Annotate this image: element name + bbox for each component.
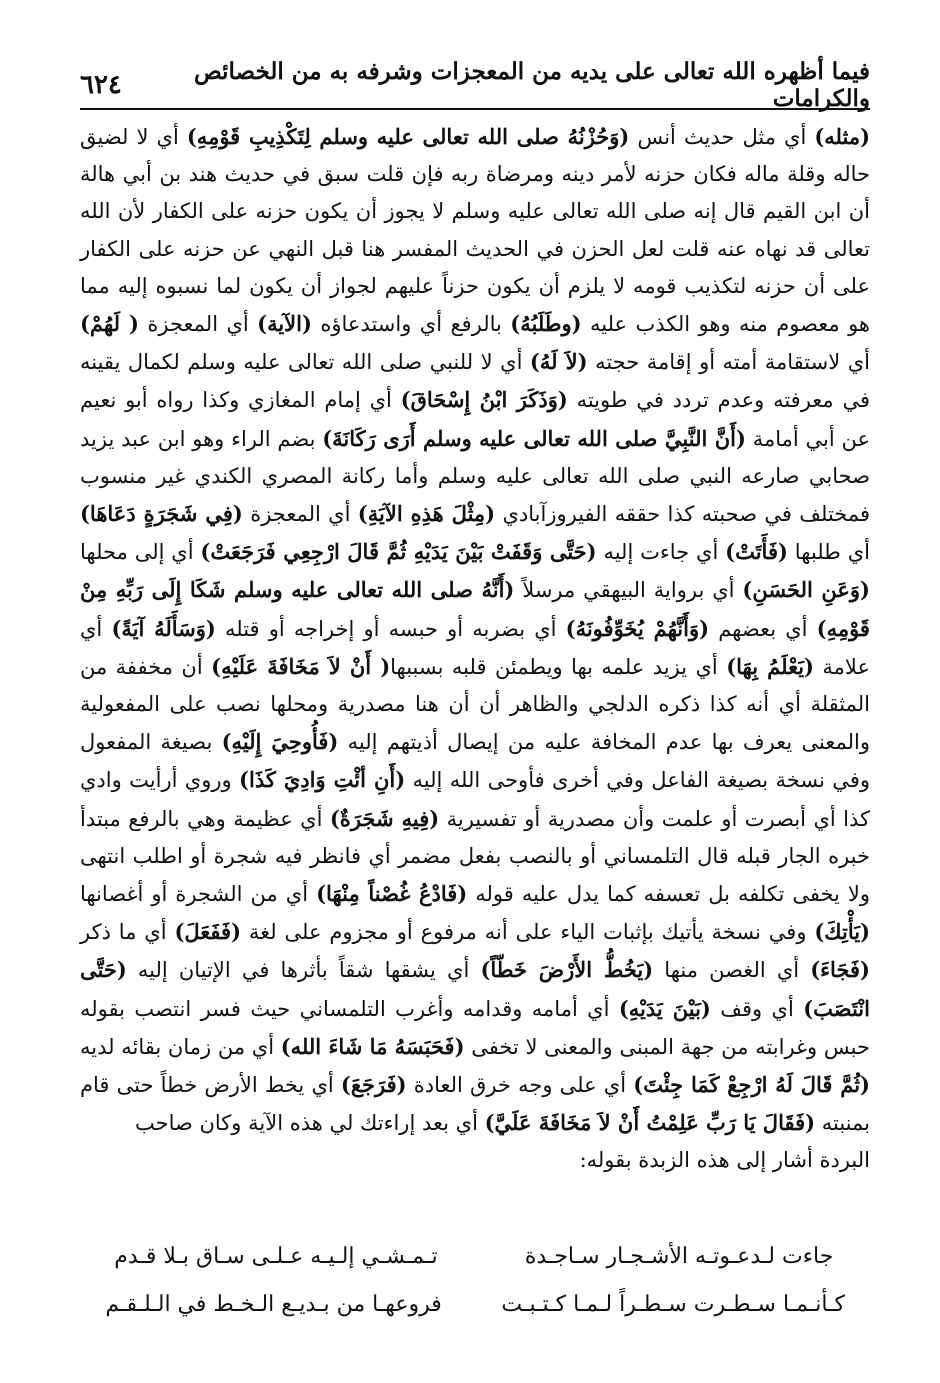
quoted-phrase: (الآية)	[257, 311, 312, 337]
quoted-phrase: (يَخُطُّ الأَرْضَ خَطّاً)	[480, 957, 654, 983]
commentary-text: بضم الراء وهو ابن عبد يزيد صحابي صارعه النبي صلى الله تعالى عليه وسلم وأما ركانة المصري الكندي غير منسوب فمختلف في صحبته كذا حققه الفيروزآبادي	[80, 426, 871, 527]
quoted-phrase: (فَأَتَتْ)	[725, 539, 788, 565]
commentary-text: أي مثل حديث أنس	[629, 125, 815, 149]
commentary-text: أي يخط الأرض خطاً حتى قام بمنبته	[80, 1073, 870, 1136]
quoted-phrase: (وَذَكَرَ ابْنُ إِسْحَاقَ)	[400, 387, 568, 413]
commentary-text: أن مخففة من المثقلة أي أنه كذا ذكره الدلجي والظاهر أن أن هنا مصدرية ومحلها نصب على المفعولية والمعنى يعرف بها عدم المخافة عليه من إيصال أذيتهم إليه	[80, 654, 870, 755]
poem-intro-line: البردة أشار إلى هذه الزبدة بقوله:	[579, 1148, 870, 1173]
quoted-phrase: (وَعَنِ الحَسَنِ)	[742, 577, 870, 603]
commentary-text: أي جاءت إليه	[596, 540, 726, 565]
commentary-text: أي برواية البيهقي مرسلاً	[514, 578, 743, 603]
commentary-text: أي يزيد علمه بها ويطمئن قلبه بسببها	[390, 654, 727, 679]
quoted-phrase: (وَحُزْنُهُ صلى الله تعالى عليه وسلم لِتَكْذِيبِ قَوْمِهِ)	[186, 124, 630, 149]
poem-verse	[80, 1280, 870, 1328]
commentary-text: أي ما ذكر	[80, 920, 175, 945]
quoted-phrase: (ثُمَّ قَالَ لَهُ ارْجِعْ كَمَا جِئْتَ)	[633, 1072, 870, 1098]
commentary-text: أي بعضهم	[709, 616, 817, 641]
quoted-phrase: (فَجَاءَ)	[810, 957, 870, 983]
quoted-phrase: (وطَلَبُهُ)	[510, 311, 582, 337]
commentary-text: أي من الشجرة أو أغصانها	[80, 882, 317, 907]
quoted-phrase: (فَفَعَلَ)	[174, 919, 242, 945]
commentary-text: أي من زمان بقائه لديه	[80, 1034, 281, 1059]
quoted-phrase: (وَأَنَّهُمْ يُخَوِّفُونَهُ)	[565, 615, 710, 641]
quoted-phrase: (وَسَأَلَهُ آيَةً)	[111, 615, 216, 641]
commentary-text: أي وقف	[710, 996, 804, 1021]
main-text	[80, 118, 870, 1180]
quoted-phrase: (فِي شَجَرَةٍ دَعَاهَا)	[80, 501, 243, 527]
poem-hemistich-first: جاءت لـدعـوتـه الأشـجـار سـاجـدة	[524, 1243, 834, 1269]
commentary-text: بصيغة المفعول وفي نسخة بصيغة الفاعل وفي أخرى فأوحى الله إليه	[80, 730, 870, 793]
main-paragraph	[80, 118, 870, 1142]
commentary-text: أي لا لضيق حاله وقلة ماله فكان حزنه لأمر دينه ومرضاة ربه فإن قلت سبق في حديث هند بن أبي هالة أن ابن القيم قال إنه صلى الله تعالى عليه وسلم لا يجوز أن يكون حزنه على الكفار لأن الله تعالى قد نهاه عنه قلت لعل الحزن في الحديث المفسر هنا قبل النهي عن حزنه على الكفار على أن حزنه لتكذيب قومه لا يلزم أن يكون حزناً عليهم لجواز أن يكون لما نسبوه إليه مما هو معصوم منه وهو الكذب عليه	[80, 125, 871, 337]
commentary-text: أي طلبها	[787, 540, 871, 565]
commentary-text: أي على وجه خرق العادة	[406, 1073, 634, 1098]
quoted-phrase: (فَادْعُ غُصْناً مِنْهَا)	[316, 881, 468, 907]
quoted-phrase: (فَرَجَعَ)	[340, 1072, 407, 1098]
quoted-phrase: ( أَنْ لاَ مَخَافَةَ عَلَيْهِ)	[211, 653, 391, 679]
commentary-text: أي إمام المغازي وكذا رواه أبو نعيم عن أبي أمامة	[80, 388, 871, 451]
commentary-text: أي يشقها شقاً بأثرها في الإتيان إليه	[126, 958, 481, 983]
quoted-phrase: (مِثْلَ هَذِهِ الآيَةِ)	[357, 501, 496, 527]
page-number: ٦٢٤	[80, 70, 122, 100]
commentary-text: وروي أرأيت وادي كذا أي أبصرت أو علمت وأن مصدرية أو تفسيرية	[80, 768, 871, 831]
commentary-text: أي المعجزة	[138, 312, 258, 337]
quoted-phrase: (بَيْنَ يَدَيْهِ)	[618, 995, 711, 1021]
page-header	[80, 58, 870, 112]
commentary-text: أي بضربه أو حبسه أو إخراجه أو قتله	[215, 616, 566, 641]
quoted-phrase: (لاَ لَهُ)	[529, 349, 588, 375]
poem	[80, 1232, 870, 1328]
commentary-text: أي لا للنبي صلى الله تعالى عليه وسلم لكمال يقينه في معرفته وعدم تردد في طويته	[80, 350, 870, 413]
quoted-phrase: (فَأُوحِيَ إِلَيْهِ)	[221, 729, 339, 755]
poem-verse	[80, 1232, 870, 1280]
quoted-phrase: (حَتَّى وَقَفَتْ بَيْنَ يَدَيْهِ ثُمَّ قَالَ ارْجِعِي فَرَجَعَتْ)	[200, 539, 597, 565]
commentary-text: أي عظيمة وهي بالرفع مبتدأ خبره الجار قبله قال التلمساني أو بالنصب بفعل مضمر أي فانظر فيه شجرة أو اطلب انتهى ولا يخفى تكلفه بل تعسفه كما يدل عليه قوله	[80, 806, 871, 907]
quoted-phrase: (يَعْلَمُ بِهَا)	[726, 653, 814, 679]
commentary-text: أي بعد إراءتك لي هذه الآية وكان صاحب	[134, 1111, 485, 1136]
poem-hemistich-second: تـمـشـي إلـيـه عـلـى سـاق بـلا قـدم	[114, 1243, 438, 1269]
quoted-phrase: (أَنَّ النَّبِيَّ صلى الله تعالى عليه وسلم أَرَى رَكَانَةَ)	[322, 425, 746, 451]
quoted-phrase: (يَأْتِكَ)	[814, 919, 871, 945]
commentary-text: أي الغصن منها	[653, 958, 811, 983]
commentary-text: أي إلى محلها	[80, 540, 201, 565]
quoted-phrase: ( لَهُمْ)	[80, 311, 139, 337]
running-title: فيما أظهره الله تعالى على يديه من المعجزات وشرفه به من الخصائص والكرامات	[193, 58, 870, 112]
commentary-text: أي لاستقامة أمته أو إقامة حجته	[587, 350, 870, 375]
commentary-text: أي أمامه وقدامه وأغرب التلمساني حيث فسر انتصب بقوله حبس وغرابته من جهة المبنى والمعنى لا تخفى	[80, 996, 870, 1059]
commentary-text: أي علامة	[80, 616, 870, 679]
quoted-phrase: (أَنِ أئْتِ وَادِيَ كَذَا)	[239, 767, 406, 793]
commentary-text: وفي نسخة يأتيك بإثبات الياء على أنه مرفوع أو مجزوم على لغة	[241, 920, 815, 945]
poem-hemistich-first: كـأنـمـا سـطـرت سـطـراً لـمـا كـتـبـت	[501, 1291, 845, 1317]
quoted-phrase: (فَقَالَ يَا رَبِّ عَلِمْتُ أَنْ لاَ مَخَافَةَ عَلَيَّ)	[484, 1110, 816, 1136]
quoted-phrase: (مثله)	[814, 124, 871, 149]
quoted-phrase: (فِيهِ شَجَرَةٌ)	[329, 805, 440, 831]
commentary-text: بالرفع أي واستدعاؤه	[311, 312, 511, 337]
quoted-phrase: (أَنَّهُ صلى الله تعالى عليه وسلم شَكَا إِلَى رَبِّهِ مِنْ قَوْمِهِ)	[80, 577, 870, 641]
poem-hemistich-second: فروعهـا من بـديـع الـخـط في الـلـقـم	[105, 1291, 442, 1317]
quoted-phrase: (فَحَبَسَهُ مَا شَاءَ الله)	[280, 1033, 465, 1059]
quoted-phrase: (حَتَّى انْتَصَبَ)	[80, 957, 870, 1021]
commentary-text: أي المعجزة	[242, 502, 358, 527]
